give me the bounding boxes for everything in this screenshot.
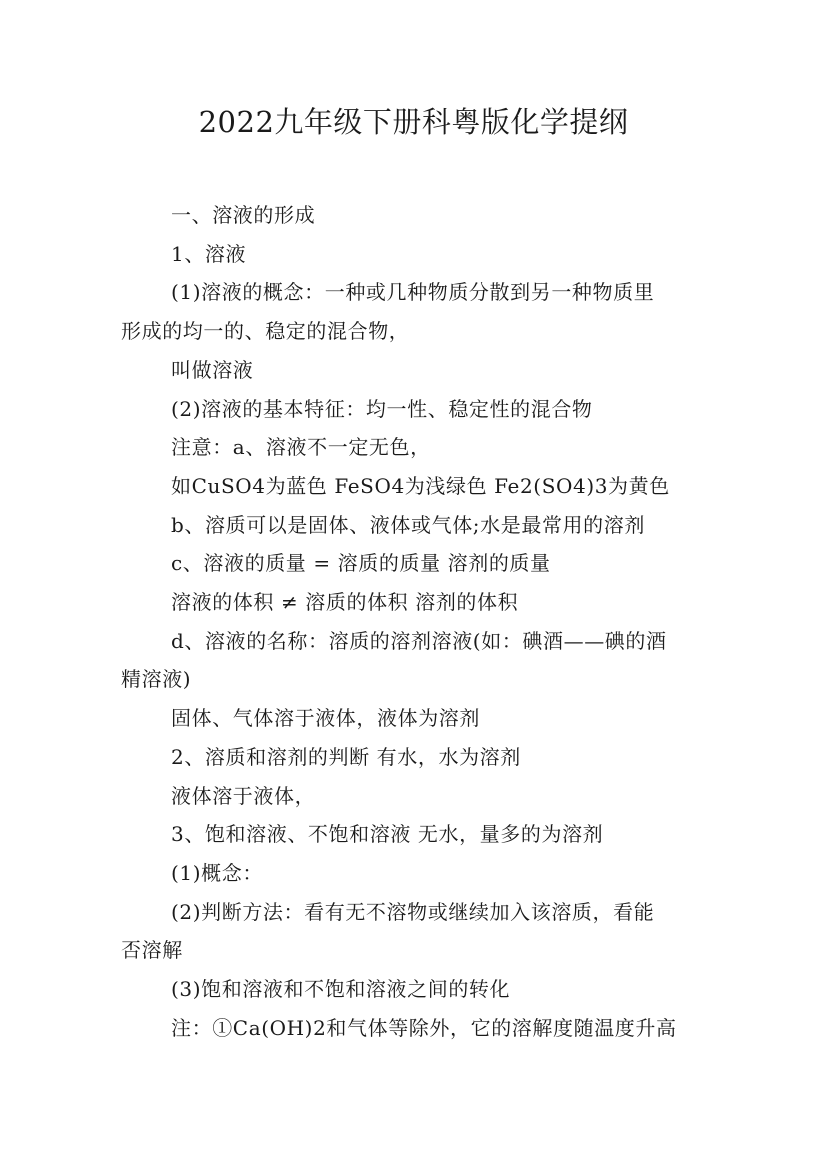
paragraph-line: 叫做溶液 (171, 357, 254, 382)
paragraph-line: (3)饱和溶液和不饱和溶液之间的转化 (171, 977, 511, 1002)
paragraph-line: 注：①Ca(OH)2和气体等除外，它的溶解度随温度升高 (171, 1015, 677, 1040)
paragraph-line: 液体溶于液体， (171, 783, 316, 808)
paragraph-line: 形成的均一的、稳定的混合物， (121, 319, 410, 344)
paragraph-line: (2)溶液的基本特征：均一性、稳定性的混合物 (171, 396, 593, 421)
paragraph-line: 如CuSO4为蓝色 FeSO4为浅绿色 Fe2(SO4)3为黄色 (171, 473, 670, 498)
paragraph-line: b、溶质可以是固体、液体或气体;水是最常用的溶剂 (171, 512, 645, 537)
paragraph-line: (2)判断方法：看有无不溶物或继续加入该溶质，看能 (171, 899, 655, 924)
paragraph-line: (1)溶液的概念：一种或几种物质分散到另一种物质里 (171, 280, 655, 305)
paragraph-line: 1、溶液 (171, 241, 247, 266)
paragraph-line: 3、饱和溶液、不饱和溶液 无水，量多的为溶剂 (171, 822, 604, 847)
paragraph-line: 否溶解 (121, 938, 183, 963)
paragraph-line: 注意：a、溶液不一定无色， (171, 435, 431, 460)
paragraph-line: (1)概念： (171, 860, 263, 885)
paragraph-line: 精溶液) (121, 667, 192, 692)
paragraph-line: 固体、气体溶于液体，液体为溶剂 (171, 706, 480, 731)
paragraph-line: 一、溶液的形成 (171, 203, 316, 227)
paragraph-line: 溶液的体积 ≠ 溶质的体积 溶剂的体积 (171, 590, 519, 615)
document-title: 2022九年级下册科粤版化学提纲 (198, 105, 629, 139)
document-body (121, 196, 711, 1047)
paragraph-line: 2、溶质和溶剂的判断 有水，水为溶剂 (171, 744, 521, 769)
paragraph-line: c、溶液的质量 = 溶质的质量 溶剂的质量 (171, 551, 551, 576)
paragraph-line: d、溶液的名称：溶质的溶剂溶液(如：碘酒——碘的酒 (171, 628, 667, 653)
